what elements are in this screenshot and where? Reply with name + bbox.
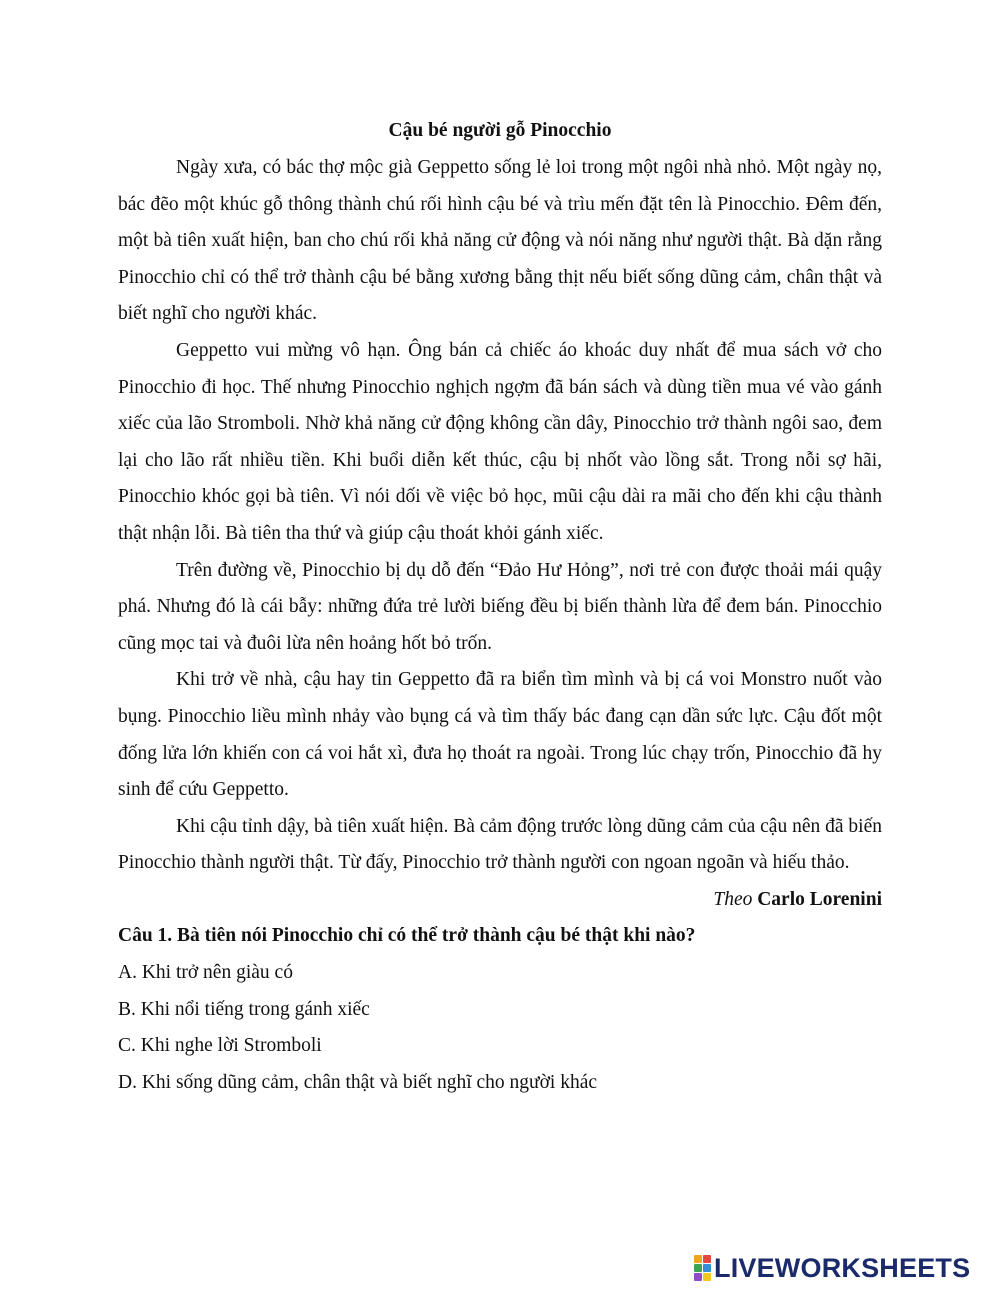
story-paragraph-1: Ngày xưa, có bác thợ mộc già Geppetto sống lẻ loi trong một ngôi nhà nhỏ. Một ngày nọ, bác đẽo một khúc gỗ thông thành chú rối hình cậu bé và trìu mến đặt tên là Pinocchio. Đêm đến, một bà tiên xuất hiện, ban cho chú rối khả năng cử động và nói năng như người thật. Bà dặn rằng Pinocchio chỉ có thể trở thành cậu bé bằng xương bằng thịt nếu biết sống dũng cảm, chân thật và biết nghĩ cho người khác. bbox=[118, 157, 882, 325]
worksheet-page bbox=[118, 112, 882, 1101]
story-title: Cậu bé người gỗ Pinocchio bbox=[388, 120, 612, 141]
logo-block bbox=[694, 1264, 702, 1272]
story-paragraph-2: Geppetto vui mừng vô hạn. Ông bán cả chiếc áo khoác duy nhất để mua sách vở cho Pinocchio đi học. Thế nhưng Pinocchio nghịch ngợm đã bán sách và dùng tiền mua vé vào gánh xiếc của lão Stromboli. Nhờ khả năng cử động không cần dây, Pinocchio trở thành ngôi sao, đem lại cho lão rất nhiều tiền. Khi buổi diễn kết thúc, cậu bị nhốt vào lồng sắt. Trong nỗi sợ hãi, Pinocchio khóc gọi bà tiên. Vì nói dối về việc bỏ học, mũi cậu dài ra mãi cho đến khi cậu thành thật nhận lỗi. Bà tiên tha thứ và giúp cậu thoát khỏi gánh xiếc. bbox=[118, 339, 882, 544]
logo-block bbox=[694, 1273, 702, 1281]
logo-block bbox=[703, 1264, 711, 1272]
answer-option-a[interactable]: A. Khi trở nên giàu có bbox=[118, 962, 293, 984]
story-paragraph-5: Khi cậu tỉnh dậy, bà tiên xuất hiện. Bà cảm động trước lòng dũng cảm của cậu nên đã biến Pinocchio thành người thật. Từ đấy, Pinocchio trở thành người con ngoan ngoãn và hiếu thảo. bbox=[118, 815, 882, 874]
answer-option-b[interactable]: B. Khi nổi tiếng trong gánh xiếc bbox=[118, 998, 370, 1020]
story-source bbox=[118, 882, 882, 919]
story-paragraph-4: Khi trở về nhà, cậu hay tin Geppetto đã ra biển tìm mình và bị cá voi Monstro nuốt vào bụng. Pinocchio liều mình nhảy vào bụng cá và tìm thấy bác đang cạn dần sức lực. Cậu đốt một đống lửa lớn khiến con cá voi hắt xì, đưa họ thoát ra ngoài. Trong lúc chạy trốn, Pinocchio đã hy sinh để cứu Geppetto. bbox=[118, 669, 882, 801]
liveworksheets-logo bbox=[694, 1253, 970, 1283]
story-paragraph-3: Trên đường về, Pinocchio bị dụ dỗ đến “Đảo Hư Hỏng”, nơi trẻ con được thoải mái quậy phá. Nhưng đó là cái bẫy: những đứa trẻ lười biếng đều bị biến thành lừa để đem bán. Pinocchio cũng mọc tai và đuôi lừa nên hoảng hốt bỏ trốn. bbox=[118, 559, 882, 654]
answer-option-d[interactable]: D. Khi sống dũng cảm, chân thật và biết nghĩ cho người khác bbox=[118, 1071, 598, 1093]
logo-blocks-icon bbox=[694, 1255, 711, 1281]
logo-block bbox=[703, 1273, 711, 1281]
logo-block bbox=[694, 1255, 702, 1263]
question-1: Câu 1. Bà tiên nói Pinocchio chỉ có thể trở thành cậu bé thật khi nào? bbox=[118, 925, 696, 947]
source-author: Carlo Lorenini bbox=[757, 888, 882, 910]
answer-option-c[interactable]: C. Khi nghe lời Stromboli bbox=[118, 1035, 322, 1057]
logo-block bbox=[703, 1255, 711, 1263]
source-prefix: Theo bbox=[713, 888, 753, 910]
logo-text: LIVEWORKSHEETS bbox=[714, 1252, 971, 1283]
